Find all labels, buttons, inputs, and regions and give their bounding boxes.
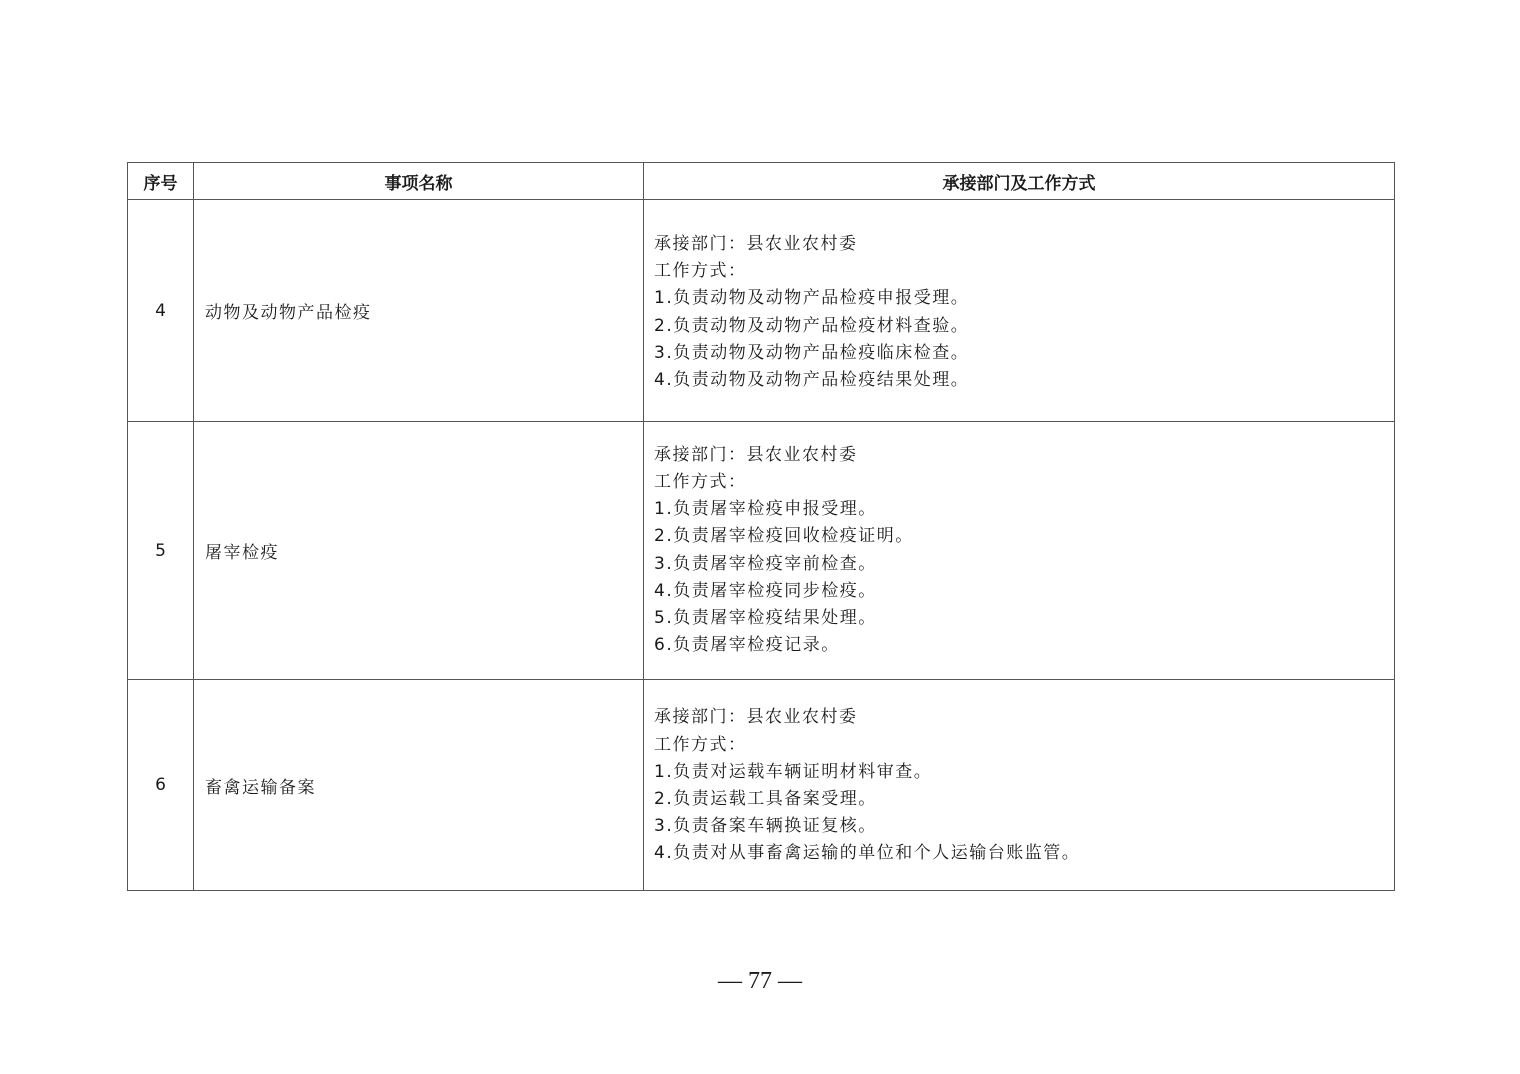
dept-line: 承接部门：县农业农村委 [654, 707, 858, 728]
page-number: — 77 — [718, 968, 802, 994]
row-dept-cell [644, 200, 1395, 422]
method-item: 3.负责备案车辆换证复核。 [654, 816, 877, 837]
dept-line: 承接部门：县农业农村委 [654, 233, 858, 254]
table-row [128, 200, 1395, 422]
method-item: 3.负责动物及动物产品检疫临床检查。 [654, 342, 970, 363]
method-label: 工作方式： [654, 261, 747, 282]
method-item: 1.负责动物及动物产品检疫申报受理。 [654, 288, 970, 309]
table-header-row [128, 163, 1395, 200]
method-item: 1.负责对运载车辆证明材料审查。 [654, 761, 933, 782]
header-name: 事项名称 [194, 163, 644, 200]
table-row [128, 422, 1395, 680]
row-index: 4 [128, 200, 194, 422]
method-item: 6.负责屠宰检疫记录。 [654, 635, 840, 656]
method-item: 4.负责对从事畜禽运输的单位和个人运输台账监管。 [654, 843, 1081, 864]
method-item: 4.负责动物及动物产品检疫结果处理。 [654, 369, 970, 390]
method-item: 3.负责屠宰检疫宰前检查。 [654, 553, 877, 574]
method-label: 工作方式： [654, 734, 747, 755]
dept-line: 承接部门：县农业农村委 [654, 444, 858, 465]
row-index: 6 [128, 680, 194, 891]
row-name: 畜禽运输备案 [194, 680, 644, 891]
header-index: 序号 [128, 163, 194, 200]
method-item: 2.负责屠宰检疫回收检疫证明。 [654, 526, 914, 547]
header-dept: 承接部门及工作方式 [644, 163, 1395, 200]
row-name: 动物及动物产品检疫 [194, 200, 644, 422]
row-name: 屠宰检疫 [194, 422, 644, 680]
method-item: 2.负责运载工具备案受理。 [654, 789, 877, 809]
table-row [128, 680, 1395, 891]
method-item: 1.负责屠宰检疫申报受理。 [654, 499, 877, 520]
method-item: 2.负责动物及动物产品检疫材料查验。 [654, 315, 970, 336]
row-dept-cell [644, 422, 1395, 680]
method-item: 5.负责屠宰检疫结果处理。 [654, 607, 877, 628]
matters-table [127, 162, 1395, 891]
row-index: 5 [128, 422, 194, 680]
method-item: 4.负责屠宰检疫同步检疫。 [654, 580, 877, 601]
row-dept-cell [644, 680, 1395, 891]
method-label: 工作方式： [654, 471, 747, 492]
